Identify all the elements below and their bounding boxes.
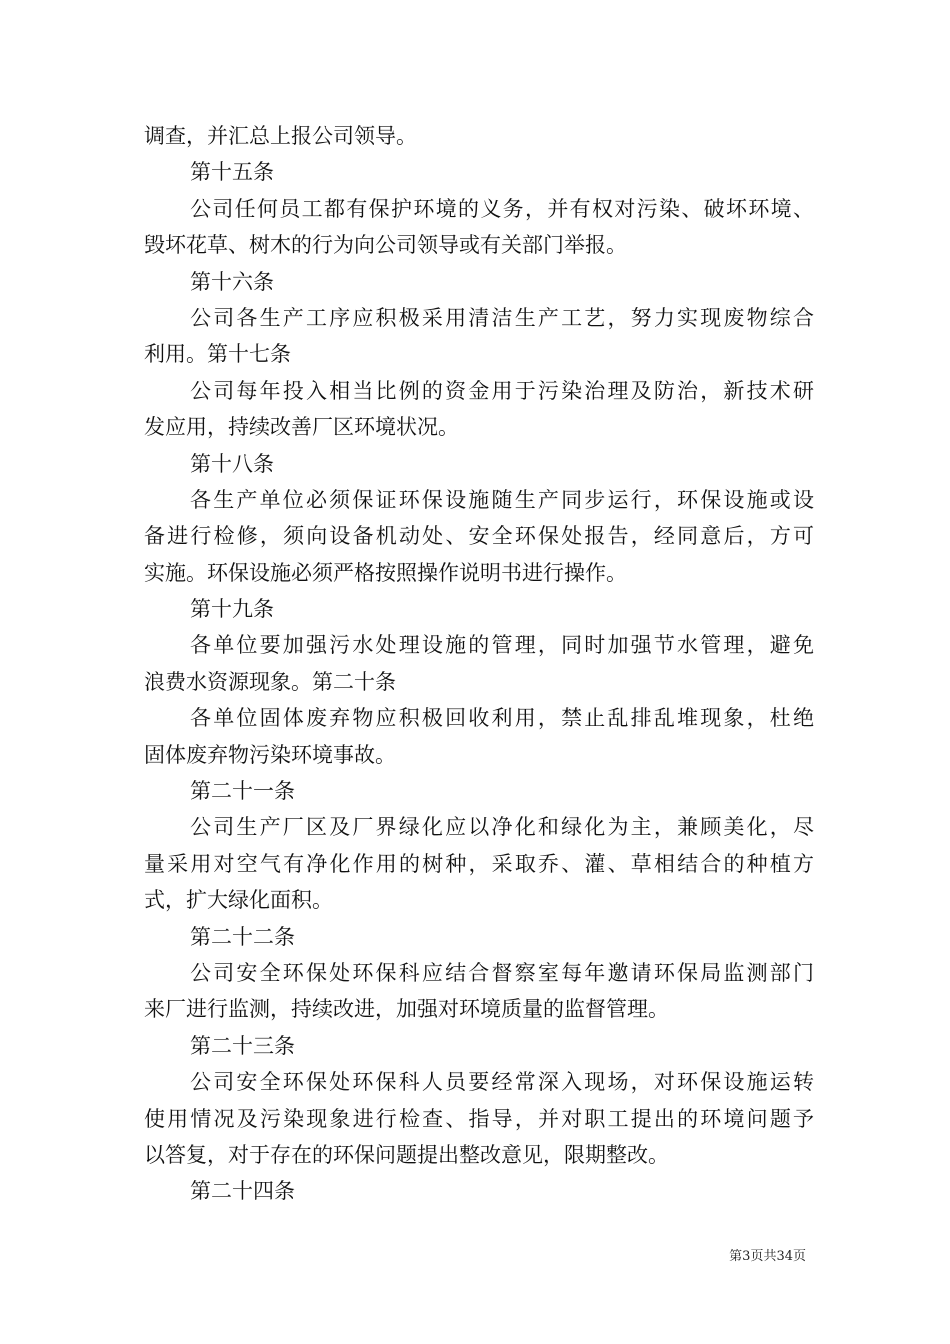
text-line: 各单位要加强污水处理设施的管理，同时加强节水管理，避免 <box>190 633 814 658</box>
article-heading: 第十八条 <box>190 451 274 476</box>
article-heading: 第十五条 <box>190 160 274 185</box>
text-line: 来厂进行监测，持续改进，加强对环境质量的监督管理。 <box>144 997 669 1022</box>
article-heading: 第二十三条 <box>190 1033 295 1058</box>
text-line: 备进行检修，须向设备机动处、安全环保处报告，经同意后，方可 <box>144 524 814 549</box>
article-heading: 第十六条 <box>190 269 274 294</box>
text-line: 量采用对空气有净化作用的树种，采取乔、灌、草相结合的种植方 <box>144 851 814 876</box>
text-line: 毁坏花草、树木的行为向公司领导或有关部门举报。 <box>144 233 627 258</box>
text-line: 公司安全环保处环保科应结合督察室每年邀请环保局监测部门 <box>190 960 814 985</box>
text-line: 利用。第十七条 <box>144 342 291 367</box>
text-line: 公司任何员工都有保护环境的义务，并有权对污染、破坏环境、 <box>190 196 814 221</box>
text-line: 公司生产厂区及厂界绿化应以净化和绿化为主，兼顾美化，尽 <box>190 815 814 840</box>
article-heading: 第十九条 <box>190 597 274 622</box>
page-number: 第3页共34页 <box>729 1249 806 1264</box>
text-line: 发应用，持续改善厂区环境状况。 <box>144 415 459 440</box>
text-line: 固体废弃物污染环境事故。 <box>144 742 396 767</box>
article-heading: 第二十二条 <box>190 924 295 949</box>
body-text <box>144 118 814 1210</box>
text-line: 公司安全环保处环保科人员要经常深入现场，对环保设施运转 <box>190 1070 814 1095</box>
text-line: 公司各生产工序应积极采用清洁生产工艺，努力实现废物综合 <box>190 305 814 330</box>
article-heading: 第二十一条 <box>190 779 295 804</box>
text-line: 使用情况及污染现象进行检查、指导，并对职工提出的环境问题予 <box>144 1106 814 1131</box>
article-heading: 第二十四条 <box>190 1179 295 1204</box>
text-line: 各生产单位必须保证环保设施随生产同步运行，环保设施或设 <box>190 487 814 512</box>
text-line: 式，扩大绿化面积。 <box>144 888 333 913</box>
text-line: 各单位固体废弃物应积极回收利用，禁止乱排乱堆现象，杜绝 <box>190 706 814 731</box>
text-line: 以答复，对于存在的环保问题提出整改意见，限期整改。 <box>144 1142 669 1167</box>
text-line: 调查，并汇总上报公司领导。 <box>144 124 417 148</box>
text-line: 公司每年投入相当比例的资金用于污染治理及防治，新技术研 <box>190 378 814 403</box>
text-line: 浪费水资源现象。第二十条 <box>144 669 396 694</box>
text-line: 实施。环保设施必须严格按照操作说明书进行操作。 <box>144 560 627 585</box>
